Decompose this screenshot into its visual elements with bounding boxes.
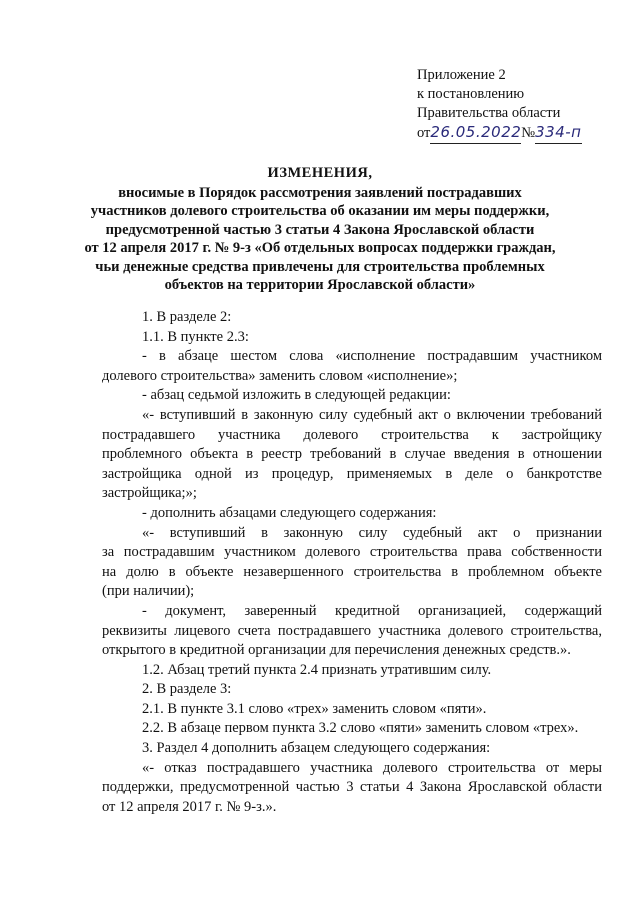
- heading-line: участников долевого строительства об оказании им меры поддержки,: [90, 203, 550, 219]
- body-line: 2.2. В абзаце первом пункта 3.2 слово «пяти» заменить словом «трех».: [142, 720, 579, 737]
- body-line: открытого в кредитной организации для перечисления денежных средств.».: [102, 642, 571, 659]
- body-line: (при наличии);: [102, 583, 195, 600]
- heading-line: от 12 апреля 2017 г. № 9-з «Об отдельных вопросах поддержки граждан,: [84, 240, 556, 256]
- body-line: от 12 апреля 2017 г. № 9-з.».: [102, 798, 277, 815]
- heading-line: вносимые в Порядок рассмотрения заявлений пострадавших: [118, 184, 522, 201]
- body-line: - документ, заверенный кредитной организацией, содержащий: [142, 602, 602, 619]
- number-field: [535, 123, 581, 144]
- appendix-line-1: Приложение 2: [417, 67, 506, 83]
- heading-line: чьи денежные средства привлечены для строительства проблемных: [95, 258, 545, 275]
- body-line: за пострадавшим участником долевого строительства права собственности: [102, 544, 602, 561]
- handwritten-number: 334-п: [535, 123, 582, 141]
- body-line: 2. В разделе 3:: [142, 681, 232, 698]
- body-line: на долю в объекте незавершенного строительства в проблемном объекте: [102, 563, 602, 580]
- heading-line: предусмотренной частью 3 статьи 4 Закона Ярославской области: [105, 221, 535, 238]
- body-line: застройщика;»;: [102, 485, 197, 502]
- document-body: [102, 308, 602, 817]
- body-line: застройщика одной из процедур, применяемых в деле о банкротстве: [102, 465, 602, 482]
- body-line: «- вступивший в законную силу судебный акт о признании: [142, 524, 602, 541]
- body-line: долевого строительства» заменить словом «исполнение»;: [102, 367, 458, 384]
- body-line: реквизиты лицевого счета пострадавшего участника долевого строительства,: [102, 622, 602, 639]
- number-label: №: [521, 125, 536, 141]
- body-line: 1.1. В пункте 2.3:: [142, 328, 249, 345]
- body-line: поддержки, предусмотренной частью 3 статьи 4 Закона Ярославской области: [102, 779, 602, 796]
- body-line: 3. Раздел 4 дополнить абзацем следующего содержания:: [142, 740, 491, 757]
- heading-title: ИЗМЕНЕНИЯ,: [267, 165, 373, 181]
- appendix-block: [417, 66, 582, 144]
- from-label: от: [417, 125, 431, 141]
- body-line: «- вступивший в законную силу судебный акт о включении требований: [142, 406, 602, 423]
- body-line: - абзац седьмой изложить в следующей редакции:: [142, 387, 451, 404]
- date-field: [430, 123, 521, 144]
- body-line: 1. В разделе 2:: [142, 309, 232, 325]
- body-line: 2.1. В пункте 3.1 слово «трех» заменить словом «пяти».: [142, 700, 487, 717]
- handwritten-date: 26.05.2022: [430, 123, 522, 141]
- body-line: - дополнить абзацами следующего содержания:: [142, 504, 437, 521]
- body-line: - в абзаце шестом слова «исполнение пострадавшим участником: [142, 348, 602, 365]
- body-line: проблемного объекта в реестр требований в случае введения в отношении: [102, 446, 602, 463]
- body-line: «- отказ пострадавшего участника долевого строительства от меры: [142, 759, 602, 776]
- body-line: 1.2. Абзац третий пункта 2.4 признать утратившим силу.: [142, 661, 492, 678]
- appendix-line-3: Правительства области: [417, 105, 561, 121]
- heading-line: объектов на территории Ярославской области»: [164, 277, 476, 293]
- document-heading: [60, 164, 580, 295]
- appendix-date-number-row: [417, 123, 582, 144]
- body-line: пострадавшего участника долевого строительства к застройщику: [102, 426, 602, 443]
- appendix-line-2: к постановлению: [417, 86, 525, 102]
